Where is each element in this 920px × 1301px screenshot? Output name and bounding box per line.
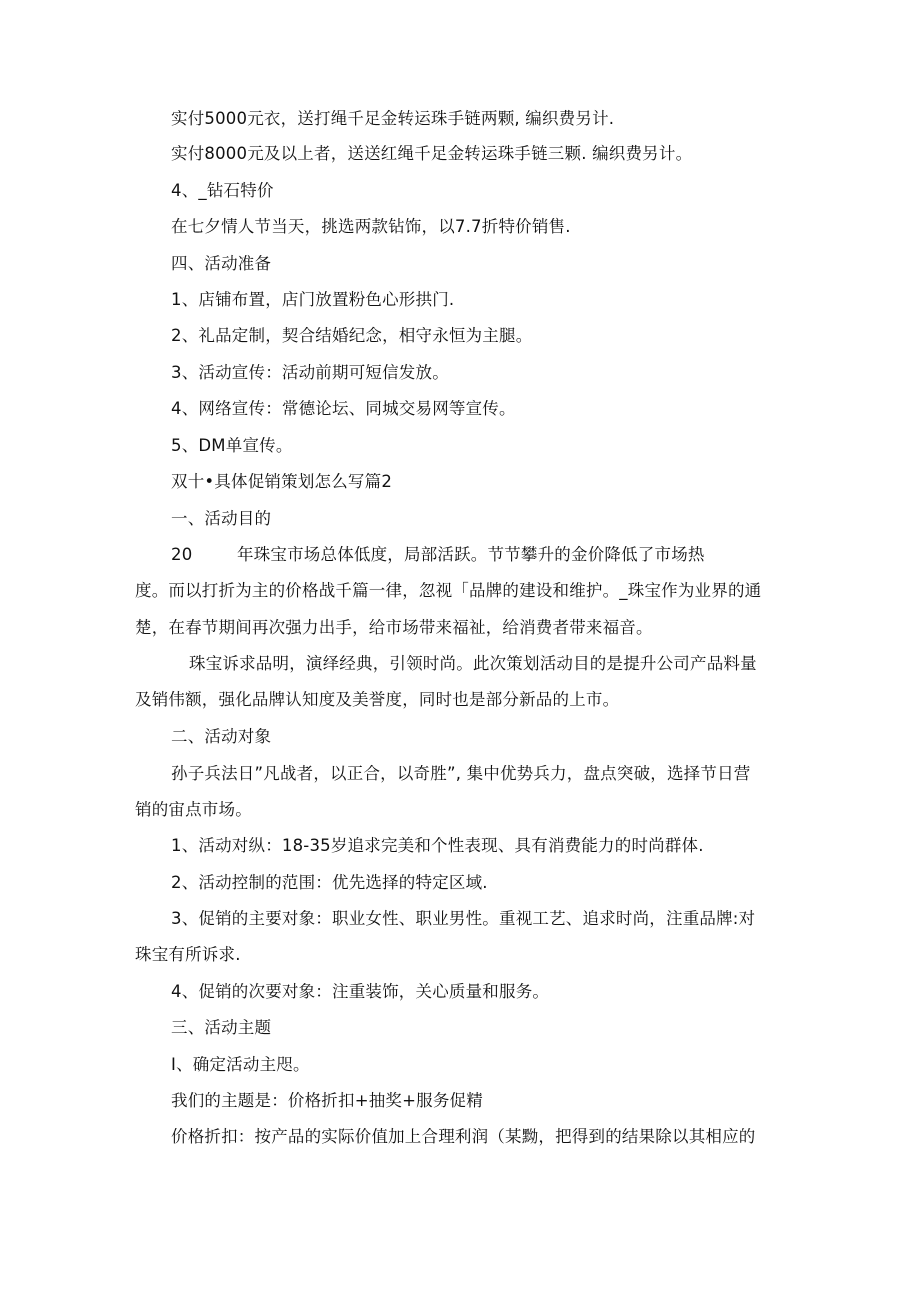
text-line: 我们的主题是：价格折扣+抽奖+服务促精 bbox=[171, 1091, 483, 1110]
list-item: 4、促销的次要对象：注重装饰，关心质量和服务。 bbox=[171, 982, 550, 1001]
list-item: 4、网络宣传：常德论坛、同城交易网等宣传。 bbox=[171, 399, 516, 418]
text-line: 在七夕情人节当天，挑选两款钻饰，以7.7折特价销售. bbox=[171, 217, 571, 236]
list-item: 2、礼品定制，契合结婚纪念，相守永恒为主腿。 bbox=[171, 326, 533, 345]
list-heading: 4、_钻石特价 bbox=[171, 181, 274, 200]
list-item: 1、活动对纵：18-35岁追求完美和个性表现、具有消费能力的时尚群体. bbox=[171, 836, 704, 855]
list-item: 5、DM单宣传。 bbox=[171, 436, 293, 455]
text-line: 实付5000元衣，送打绳千足金转运珠手链两颗, 编织费另计. bbox=[171, 109, 615, 128]
text-line: 价格折扣：按产品的实际价值加上合理利润（某黝，把得到的结果除以其相应的 bbox=[171, 1127, 756, 1146]
section-heading: 三、活动主题 bbox=[171, 1018, 272, 1037]
text-line: 珠宝诉求品明，演绎经典，引领时尚。此次策划活动目的是提升公司产品料量 bbox=[189, 654, 757, 673]
text-line: 楚，在春节期间再次强力出手，给市场带来福祉，给消费者带来福音。 bbox=[135, 618, 653, 637]
section-heading: 四、活动准备 bbox=[171, 254, 272, 273]
text-line: 珠宝有所诉求. bbox=[135, 945, 241, 964]
text-line: 及销伟额，强化品牌认知度及美誉度，同时也是部分新品的上市。 bbox=[135, 690, 620, 709]
article-title: 双十•具体促销策划怎么写篇2 bbox=[171, 472, 393, 491]
section-heading: 二、活动对象 bbox=[171, 727, 272, 746]
list-item: 1、店铺布置，店门放置粉色心形拱门. bbox=[171, 290, 455, 309]
text-line: 销的宙点市场。 bbox=[135, 800, 252, 819]
text-line: 孙子兵法日”凡战者，以正合，以奇胜”, 集中优势兵力，盘点突破，选择节日营 bbox=[171, 764, 751, 783]
text-line: 实付8000元及以上者，送送红绳千足金转运珠手链三颗. 编织费另计。 bbox=[171, 144, 693, 163]
section-heading: 一、活动目的 bbox=[171, 509, 272, 528]
list-item: 2、活动控制的范围：优先选择的特定区域. bbox=[171, 873, 488, 892]
text-line: 度。而以打折为主的价格战千篇一律，忽视「品牌的建设和维护。_珠宝作为业界的通 bbox=[135, 581, 762, 600]
list-item: I、确定活动主咫。 bbox=[171, 1055, 310, 1074]
text-line: 20 bbox=[171, 545, 193, 564]
text-line: 年珠宝市场总体低度，局部活跃。节节攀升的金价降低了市场热 bbox=[237, 545, 705, 564]
list-item: 3、促销的主要对象：职业女性、职业男性。重视工艺、追求时尚，注重品牌:对 bbox=[171, 909, 756, 928]
list-item: 3、活动宣传：活动前期可短信发放。 bbox=[171, 363, 449, 382]
